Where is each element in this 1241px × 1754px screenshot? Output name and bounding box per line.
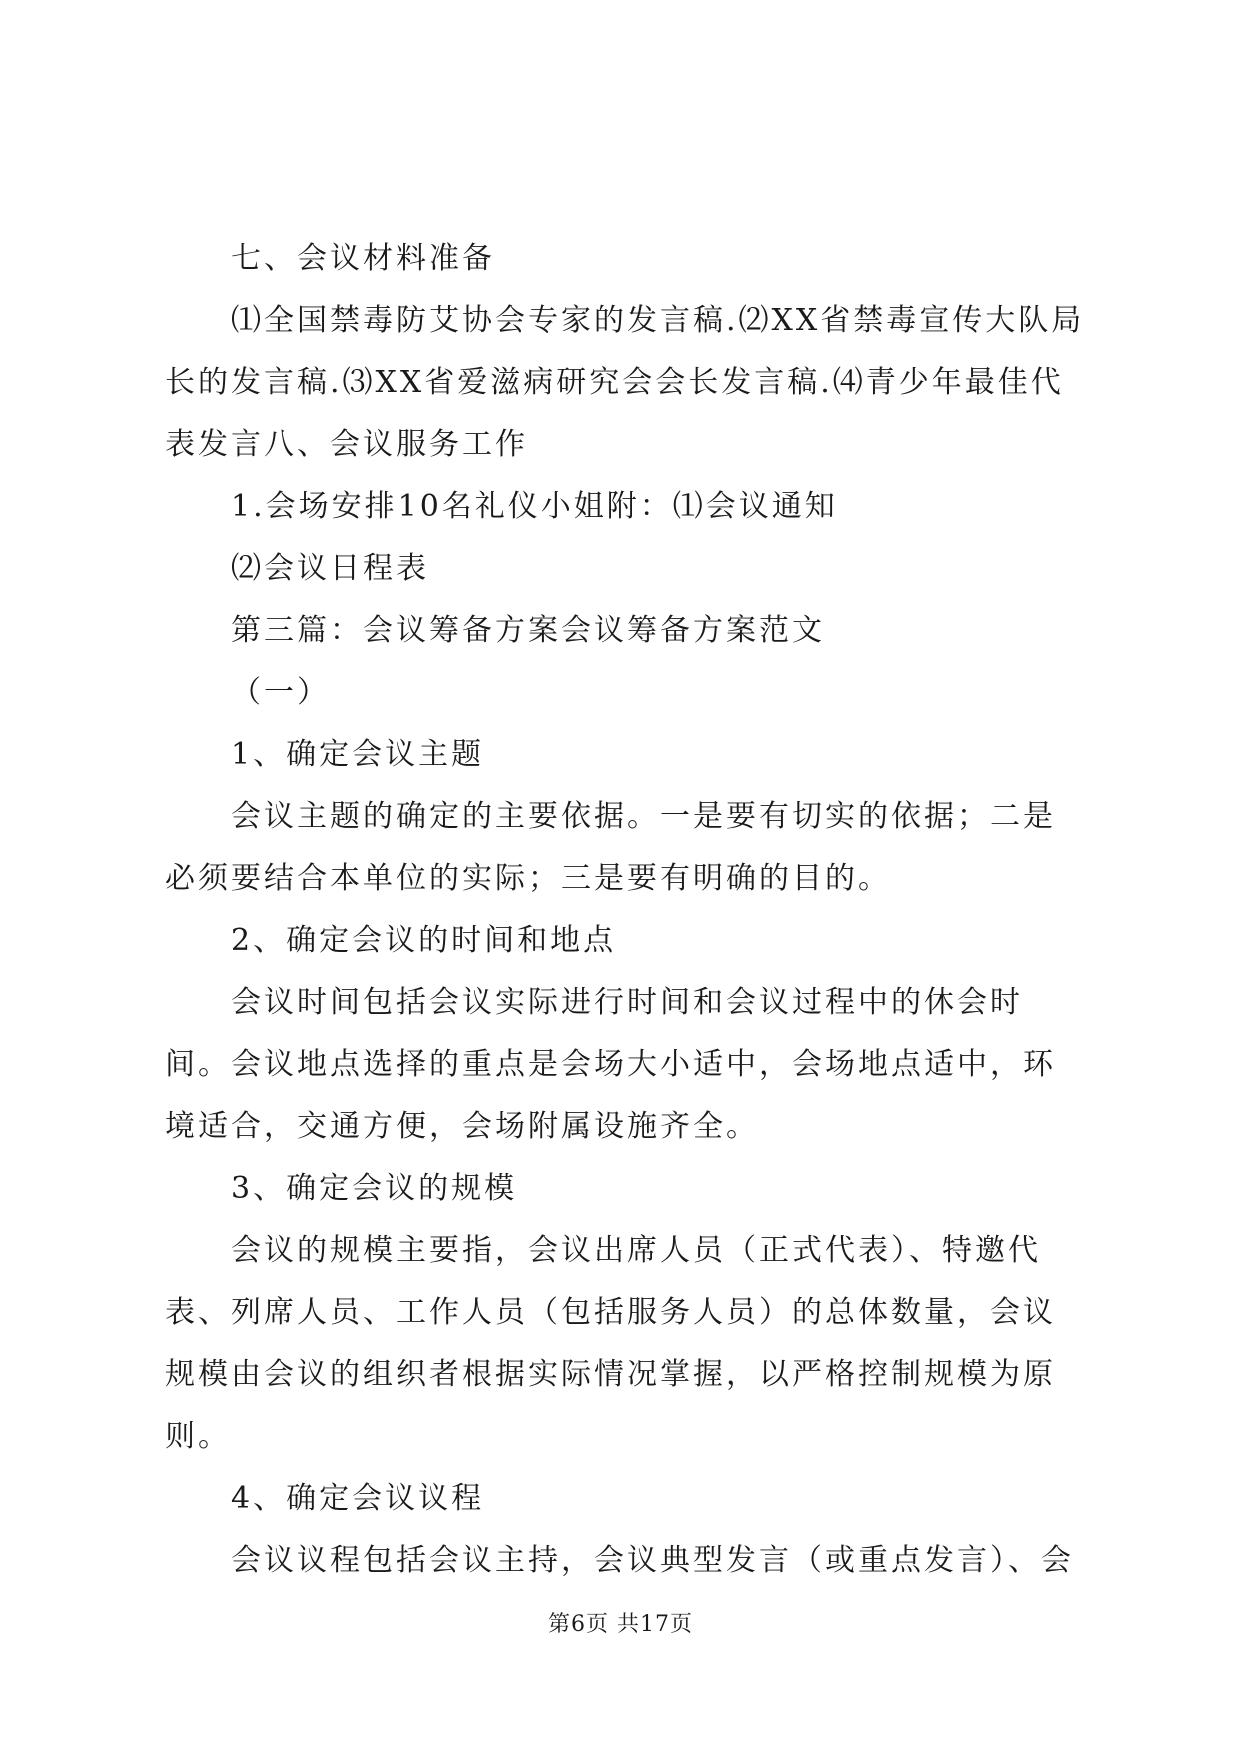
paragraph-item-3-body: 会议的规模主要指，会议出席人员（正式代表）、特邀代表、列席人员、工作人员（包括服务人员）的总体数量，会议规模由会议的组织者根据实际情况掌握，以严格控制规模为原则。	[165, 1233, 1056, 1454]
document-body	[165, 228, 1085, 1592]
paragraph-attachment-2: ⑵会议日程表	[231, 551, 429, 586]
heading-item-2: 2、确定会议的时间和地点	[231, 923, 617, 958]
paragraph-item-2-body: 会议时间包括会议实际进行时间和会议过程中的休会时间。会议地点选择的重点是会场大小适中，会场地点适中，环境适合，交通方便，会场附属设施齐全。	[165, 985, 1056, 1144]
paragraph-service-item-1: 1.会场安排10名礼仪小姐附：⑴会议通知	[231, 489, 838, 524]
heading-part-3: 第三篇：会议筹备方案会议筹备方案范文	[231, 613, 825, 648]
paragraph-item-4-body: 会议议程包括会议主持，会议典型发言（或重点发言）、会	[231, 1543, 1074, 1578]
paragraph-item-1-body: 会议主题的确定的主要依据。一是要有切实的依据；二是必须要结合本单位的实际；三是要有明确的目的。	[165, 799, 1056, 896]
heading-section-7: 七、会议材料准备	[231, 241, 495, 276]
heading-item-3: 3、确定会议的规模	[231, 1171, 518, 1206]
heading-part-3-sub-1: （一）	[231, 675, 330, 710]
heading-item-4: 4、确定会议议程	[231, 1481, 485, 1516]
paragraph-material-list: ⑴全国禁毒防艾协会专家的发言稿.⑵XX省禁毒宣传大队局长的发言稿.⑶XX省爱滋病研究会会长发言稿.⑷青少年最佳代表发言八、会议服务工作	[165, 303, 1085, 462]
page-number-footer: 第6页 共17页	[548, 1612, 693, 1637]
heading-item-1: 1、确定会议主题	[231, 737, 485, 772]
